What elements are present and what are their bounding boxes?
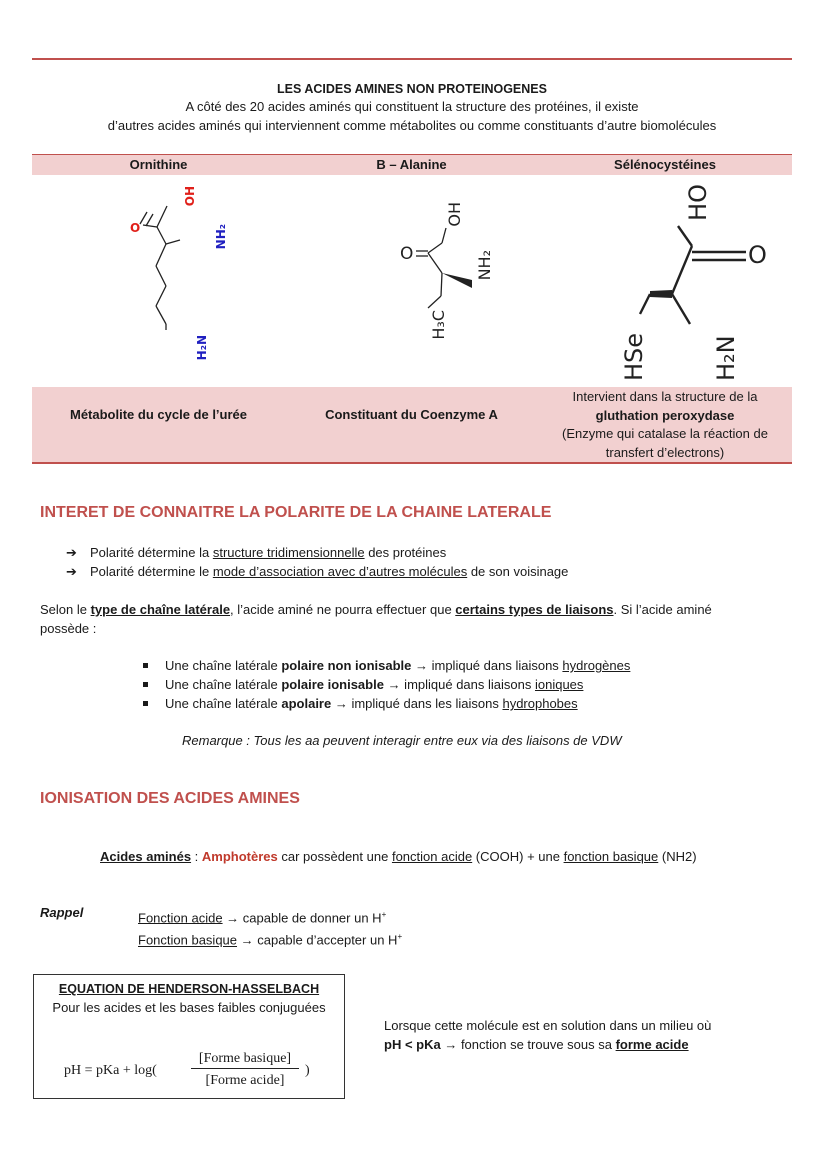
col-ornithine: Ornithine: [129, 157, 188, 172]
methyl-label: H₃C: [429, 310, 448, 340]
polarity-bullets: [66, 543, 786, 581]
side-chain-list: [141, 656, 781, 713]
ornithine-role: Métabolite du cycle de l’urée: [70, 407, 247, 422]
b-alanine-role: Constituant du Coenzyme A: [325, 407, 498, 422]
equation-numerator: [Forme basique]: [191, 1051, 299, 1069]
amine-label: H₂N: [712, 335, 740, 381]
wedge-bond: [650, 290, 672, 298]
polarity-section-title: INTERET DE CONNAITRE LA POLARITE DE LA CHAINE LATERALE: [40, 504, 552, 521]
equation-title: EQUATION DE HENDERSON-HASSELBACH: [58, 982, 320, 996]
oxygen-label: O: [130, 221, 141, 235]
page-title: LES ACIDES AMINES NON PROTEINOGENES: [277, 82, 547, 96]
equation-lhs: pH = pKa + log(: [64, 1063, 157, 1078]
acid-form-note: Lorsque cette molécule est en solution dans un milieu où pH < pKa → fonction se trouve sous sa forme acide: [384, 1018, 712, 1052]
rappel-label: Rappel: [40, 905, 84, 920]
amine-label: NH₂: [475, 250, 494, 281]
ionisation-section-title: IONISATION DES ACIDES AMINES: [40, 790, 300, 807]
list-item: Une chaîne latérale polaire ionisable → impliqué dans liaisons ioniques: [141, 675, 781, 694]
amine-label: NH₂: [214, 224, 228, 250]
list-item: ➔ Polarité détermine le mode d’association avec d’autres molécules de son voisinage: [66, 564, 569, 579]
amino-acid-table: [32, 154, 792, 464]
list-item: Une chaîne latérale polaire non ionisable → impliqué dans liaisons hydrogènes: [141, 656, 781, 675]
henderson-hasselbach-box: [33, 974, 345, 1099]
hydroxyl-label: OH: [445, 202, 464, 227]
b-alanine-structure: [364, 178, 514, 378]
equation-rhs: ): [305, 1063, 310, 1078]
col-selenocysteine: Sélénocystéines: [614, 157, 716, 172]
oxygen-label: O: [748, 241, 767, 269]
amphoteric-statement: Acides aminés : Amphotères car possèdent une fonction acide (COOH) + une fonction basique (NH2): [100, 849, 697, 864]
hydroxyl-label: HO: [684, 184, 712, 221]
oxygen-label: O: [400, 244, 414, 264]
table-header-row: [32, 154, 792, 175]
selenol-label: HSe: [620, 332, 648, 381]
ornithine-structure: [112, 178, 232, 378]
top-rule: [32, 58, 792, 60]
list-item: ➔ Polarité détermine la structure tridimensionnelle des protéines: [66, 545, 447, 560]
hydroxyl-label: OH: [183, 186, 197, 207]
col-b-alanine: B – Alanine: [376, 157, 447, 172]
vdw-remark: Remarque : Tous les aa peuvent interagir entre eux via des liaisons de VDW: [182, 733, 622, 748]
equation-denominator: [Forme acide]: [205, 1073, 285, 1088]
list-item: Une chaîne latérale apolaire → impliqué dans les liaisons hydrophobes: [141, 694, 781, 713]
side-amine-label: H₂N: [195, 335, 209, 361]
selenocysteine-structure: [588, 176, 768, 386]
equation-subtitle: Pour les acides et les bases faibles conjuguées: [52, 1000, 326, 1015]
rappel-definitions: Fonction acide → capable de donner un H+ Fonction basique → capable d’accepter un H+: [138, 910, 403, 948]
polarity-paragraph: Selon le type de chaîne latérale, l’acide aminé ne pourra effectuer que certains types de liaisons. Si l’acide aminé possède :: [40, 602, 712, 636]
table-role-row: [32, 387, 792, 464]
intro-line-1: A côté des 20 acides aminés qui constituent la structure des protéines, il existe: [185, 99, 639, 114]
selenocysteine-role: Intervient dans la structure de la gluthation peroxydase (Enzyme qui catalase la réaction de transfert d’electrons): [562, 389, 768, 460]
wedge-bond: [442, 273, 472, 288]
intro-line-2: d’autres acides aminés qui interviennent comme métabolites ou comme constituants d’autre biomolécules: [107, 118, 717, 133]
